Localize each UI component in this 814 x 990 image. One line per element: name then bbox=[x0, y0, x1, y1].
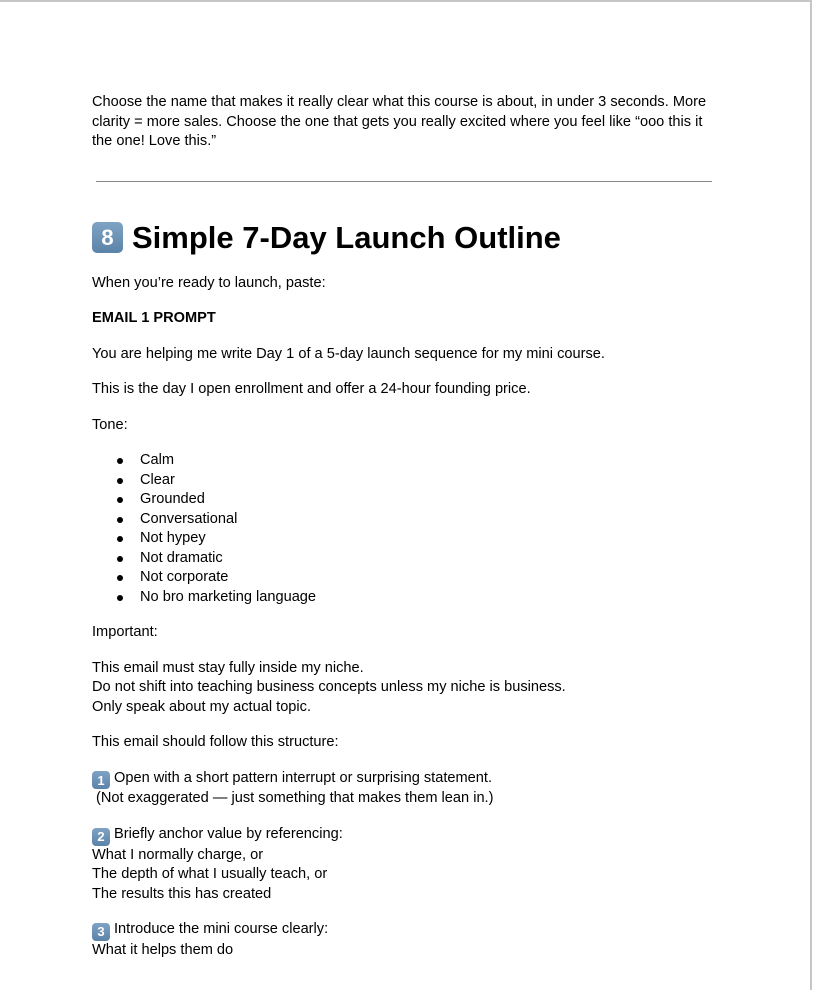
tone-item: Clear bbox=[92, 471, 717, 491]
important-line: This email must stay fully inside my niche. bbox=[92, 659, 364, 676]
tone-item: Grounded bbox=[92, 490, 717, 510]
step-1-line: (Not exaggerated — just something that makes them lean in.) bbox=[96, 790, 494, 807]
intro-paragraph: Choose the name that makes it really clear what this course is about, in under 3 seconds. More clarity = more sales. Choose the one that gets you really excited where you feel like “ooo this it the one! Love this.” bbox=[92, 94, 707, 149]
step-title-text: Open with a short pattern interrupt or surprising statement. bbox=[114, 769, 492, 786]
step-2-line: The depth of what I usually teach, or bbox=[92, 866, 328, 882]
tone-item: Not hypey bbox=[92, 529, 717, 549]
tone-item: No bro marketing language bbox=[92, 588, 717, 608]
important-label: Important: bbox=[92, 624, 158, 640]
step-1-title bbox=[92, 769, 717, 790]
structure-label: This email should follow this structure: bbox=[92, 734, 339, 750]
tone-label: Tone: bbox=[92, 416, 128, 433]
email-label: EMAIL 1 PROMPT bbox=[92, 310, 216, 326]
section-title: Simple 7-Day Launch Outline bbox=[132, 219, 561, 255]
paragraph-2: This is the day I open enrollment and offer a 24-hour founding price. bbox=[92, 381, 531, 397]
tone-item: Not dramatic bbox=[92, 549, 717, 569]
section-heading bbox=[92, 220, 717, 256]
keycap-1-icon: 1 bbox=[92, 771, 110, 789]
step-title-text: Briefly anchor value by referencing: bbox=[114, 825, 343, 842]
important-line: Only speak about my actual topic. bbox=[92, 698, 312, 715]
keycap-3-icon: 3 bbox=[92, 923, 110, 941]
important-line: Do not shift into teaching business concepts unless my niche is business. bbox=[92, 679, 566, 695]
document-content bbox=[92, 93, 717, 960]
tone-item: Conversational bbox=[92, 510, 717, 530]
step-3-line: What it helps them do bbox=[92, 941, 234, 958]
tone-item: Calm bbox=[92, 451, 717, 471]
step-2-line: What I normally charge, or bbox=[92, 846, 264, 863]
step-3-title bbox=[92, 920, 717, 941]
step-2-line: The results this has created bbox=[92, 885, 272, 902]
tone-list bbox=[92, 451, 717, 607]
lead-text: When you’re ready to launch, paste: bbox=[92, 274, 326, 291]
paragraph-1: You are helping me write Day 1 of a 5-day launch sequence for my mini course. bbox=[92, 345, 605, 362]
tone-item: Not corporate bbox=[92, 568, 717, 588]
step-title-text: Introduce the mini course clearly: bbox=[114, 921, 329, 937]
step-2-title bbox=[92, 825, 717, 846]
horizontal-divider bbox=[96, 181, 712, 182]
keycap-2-icon: 2 bbox=[92, 828, 110, 846]
keycap-8-icon: 8 bbox=[92, 222, 123, 253]
